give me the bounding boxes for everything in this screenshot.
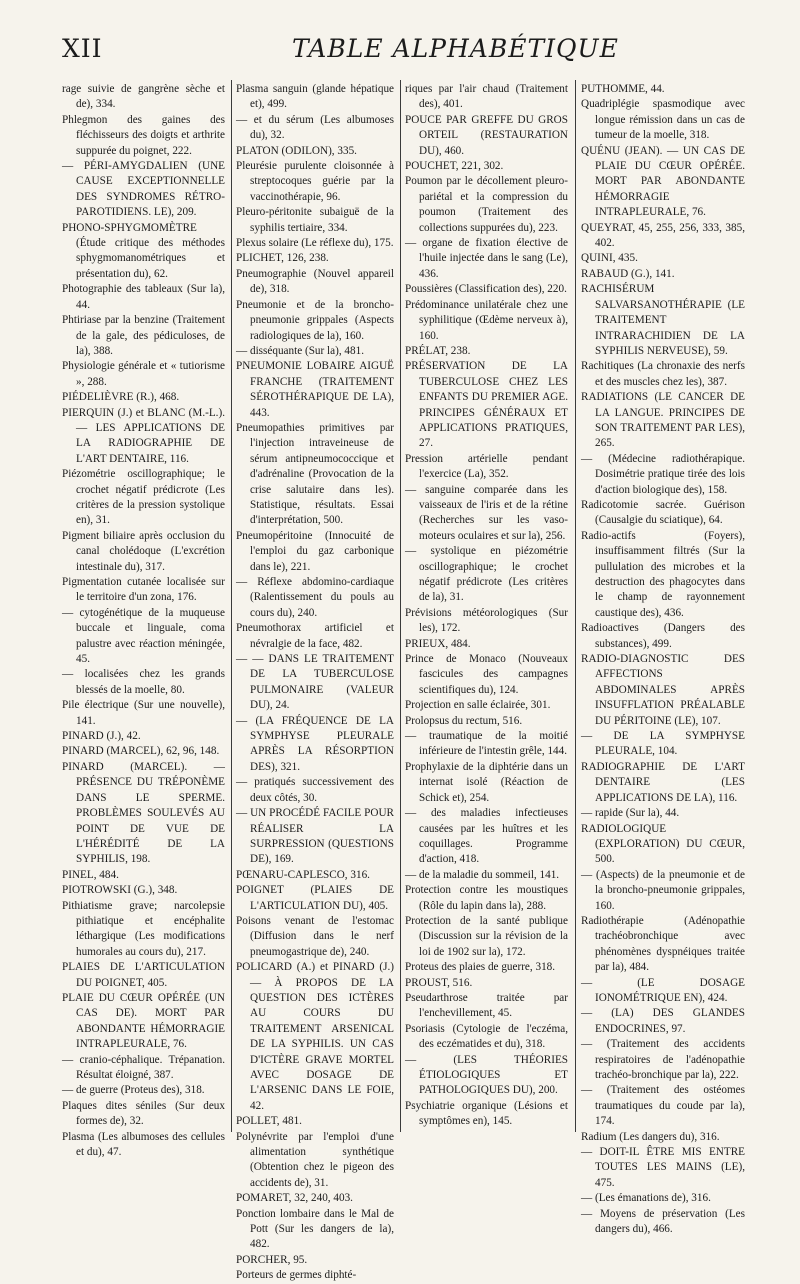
index-entry: Radio-actifs (Foyers), insuffisamment filtrés (Sur la pullulation des microbes et la destruction des phagocytes dans le champ de rayonnement caustique des), 436. — [581, 529, 745, 619]
index-entry: Radioactives (Dangers des substances), 499. — [581, 622, 745, 650]
index-entry: — UN PROCÉDÉ FACILE POUR RÉALISER LA SURPRESSION (QUESTIONS DE), 169. — [236, 807, 394, 866]
index-entry: Pneumopathies primitives par l'injection intraveineuse de sérum antipneumococcique et d'adrénaline (Provocation de la crise salutaire dans les). Statistique, résultats. Essai d'interprétation, 500. — [236, 421, 394, 527]
index-column-3 — [405, 82, 568, 1134]
index-entry: Poisons venant de l'estomac (Diffusion dans le nerf pneumogastrique de), 240. — [236, 914, 394, 958]
index-entry: PINARD (MARCEL), 62, 96, 148. — [62, 745, 220, 758]
index-entry: Ponction lombaire dans le Mal de Pott (Sur les dangers de la), 482. — [236, 1207, 394, 1251]
index-entry: — des maladies infectieuses causées par les huîtres et les coquillages. Programme d'action, 418. — [405, 807, 568, 866]
index-entry: — de guerre (Proteus des), 318. — [62, 1084, 205, 1097]
index-entry: RACHISÉRUM SALVARSANOTHÉRAPIE (LE TRAITEMENT INTRARACHIDIEN DE LA SYPHILIS NERVEUSE), 59. — [581, 283, 745, 357]
index-entry: Poumon par le décollement pleuro-pariétal et la compression du poumon (Traitement des collections suppurées du), 223. — [405, 175, 568, 234]
index-entry: Polynévrite par l'emploi d'une alimentation synthétique (Obtention chez le pigeon des accidents de), 31. — [236, 1130, 394, 1189]
index-entry: Radiothérapie (Adénopathie trachéobronchique avec phénomènes dyspnéiques traitée par la), 484. — [581, 914, 745, 974]
index-entry: Projection en salle éclairée, 301. — [405, 699, 551, 712]
page-number: XII — [62, 34, 103, 63]
index-entry: rage suivie de gangrène sèche et de), 334. — [62, 83, 225, 111]
index-entry: POUCE PAR GREFFE DU GROS ORTEIL (RESTAURATION DU), 460. — [405, 113, 568, 157]
index-entry: — (Médecine radiothérapique. Dosimétrie pratique tirée des lois d'action biologique des), 158. — [581, 452, 745, 496]
index-entry: Quadriplégie spasmodique avec longue rémission dans un cas de tumeur de la moelle, 318. — [581, 98, 745, 142]
index-entry: Porteurs de germes diphté- — [236, 1269, 357, 1282]
index-entry: RADIOGRAPHIE DE L'ART DENTAIRE (LES APPLICATIONS DE LA), 116. — [581, 760, 745, 804]
index-entry: PINARD (J.), 42. — [62, 730, 141, 743]
index-entry: Phlegmon des gaines des fléchisseurs des doigts et arthrite suppurée du poignet, 222. — [62, 113, 225, 157]
index-entry: PIERQUIN (J.) et BLANC (M.-L.). — LES APPLICATIONS DE LA RADIOGRAPHIE DE L'ART DENTAIRE, 116. — [62, 406, 225, 465]
index-entry: RADIATIONS (LE CANCER DE LA LANGUE. PRINCIPES DE SON TRAITEMENT PAR LES), 265. — [581, 391, 745, 450]
index-entry: Physiologie générale et « tutiorisme », 288. — [62, 360, 225, 388]
index-entry: Prince de Monaco (Nouveaux fascicules des campagnes scientifiques du), 124. — [405, 653, 568, 696]
index-entry: PUTHOMME, 44. — [581, 83, 665, 95]
index-entry: — cytogénétique de la muqueuse buccale et linguale, coma palustre avec réaction méningée, 45. — [62, 606, 225, 666]
index-entry: — systolique en piézométrie oscillographique; le crochet négatif prédicrote (Les critères de la), 31. — [405, 545, 568, 604]
index-entry: QUÉNU (JEAN). — UN CAS DE PLAIE DU CŒUR OPÉRÉE. MORT PAR ABONDANTE HÉMORRAGIE INTRAPLEURALE, 76. — [581, 144, 745, 219]
index-entry: Prédominance unilatérale chez une syphilitique (Œdème nerveux à), 160. — [405, 298, 568, 342]
index-column-1 — [62, 82, 225, 1159]
index-entry: Pneumographie (Nouvel appareil de), 318. — [236, 267, 394, 296]
index-entry: Pneumonie et de la broncho-pneumonie grippales (Aspects radiologiques de la), 160. — [236, 298, 394, 342]
index-entry: Pigmentation cutanée localisée sur le territoire d'un zona, 176. — [62, 576, 225, 604]
index-entry: — (Aspects) de la pneumonie et de la broncho-pneumonie grippales, 160. — [581, 868, 745, 912]
index-entry: — sanguine comparée dans les vaisseaux de l'iris et de la rétine (Recherches sur les vaso-moteurs oculaires et sur la), 256. — [405, 483, 568, 542]
index-entry: Psoriasis (Cytologie de l'eczéma, des eczématides et du), 318. — [405, 1022, 568, 1051]
index-entry: PINEL, 484. — [62, 868, 119, 881]
index-entry: Piézométrie oscillographique; le crochet négatif prédicrote (Les critères de la pression systolique en), 31. — [62, 468, 225, 527]
index-entry: — (LA) DES GLANDES ENDOCRINES, 97. — [581, 1007, 745, 1035]
index-entry: Pneumopéritoine (Innocuité de l'emploi du gaz carbonique dans le), 221. — [236, 529, 394, 573]
index-entry: PLAIE DU CŒUR OPÉRÉE (UN CAS DE). MORT PAR ABONDANTE HÉMORRAGIE INTRAPLEURALE, 76. — [62, 991, 225, 1051]
index-entry: RADIOLOGIQUE (EXPLORATION) DU CŒUR, 500. — [581, 822, 745, 866]
index-entry: POIGNET (PLAIES DE L'ARTICULATION DU), 405. — [236, 884, 394, 912]
index-entry: Rachitiques (La chronaxie des nerfs et des muscles chez les), 387. — [581, 360, 745, 388]
index-entry: — localisées chez les grands blessés de la moelle, 80. — [62, 668, 225, 696]
index-entry: — Moyens de préservation (Les dangers du), 466. — [581, 1207, 745, 1236]
index-entry: — cranio-céphalique. Trépanation. Résultat éloigné, 387. — [62, 1053, 225, 1081]
index-entry: Proteus des plaies de guerre, 318. — [405, 961, 556, 974]
index-entry: — (LES THÉORIES ÉTIOLOGIQUES ET PATHOLOGIQUES DU), 200. — [405, 1053, 568, 1097]
running-title: TABLE ALPHABÉTIQUE — [292, 34, 619, 63]
index-entry: PIOTROWSKI (G.), 348. — [62, 884, 178, 897]
index-entry: Prévisions météorologiques (Sur les), 172. — [405, 606, 568, 635]
index-entry: — de la maladie du sommeil, 141. — [405, 868, 560, 881]
index-entry: POUCHET, 221, 302. — [405, 160, 504, 173]
index-entry: — disséquante (Sur la), 481. — [236, 344, 365, 357]
index-entry: — pratiqués successivement des deux côtés, 30. — [236, 776, 394, 804]
index-entry: Prolopsus du rectum, 516. — [405, 714, 523, 727]
index-entry: Pithiatisme grave; narcolepsie pithiatique et encéphalite léthargique (Les modifications humorales au cours du), 217. — [62, 899, 225, 958]
index-entry: Plaques dites séniles (Sur deux formes de), 32. — [62, 1099, 225, 1128]
column-rule — [575, 80, 576, 1132]
index-entry: PLAIES DE L'ARTICULATION DU POIGNET, 405. — [62, 961, 225, 989]
index-entry: riques par l'air chaud (Traitement des), 401. — [405, 83, 568, 111]
index-entry: Photographie des tableaux (Sur la), 44. — [62, 283, 225, 311]
index-entry: PLICHET, 126, 238. — [236, 252, 329, 265]
index-entry: Pression artérielle pendant l'exercice (La), 352. — [405, 452, 568, 481]
index-entry: — DE LA SYMPHYSE PLEURALE, 104. — [581, 730, 745, 758]
index-entry: — organe de fixation élective de l'huile injectée dans le sang (Le), 436. — [405, 237, 568, 280]
index-entry: PINARD (MARCEL). — PRÉSENCE DU TRÉPONÈME DANS LE SPERME. PROBLÈMES SOULEVÉS AU POINT DE VUE DE L'HÉRÉDITÉ DE LA SYPHILIS, 198. — [62, 760, 225, 866]
index-entry: PNEUMONIE LOBAIRE AIGUË FRANCHE (TRAITEMENT SÉROTHÉRAPIQUE DE LA), 443. — [236, 360, 394, 419]
index-entry: PRIEUX, 484. — [405, 637, 471, 650]
index-entry: POMARET, 32, 240, 403. — [236, 1192, 353, 1205]
index-entry: PHONO-SPHYGMOMÈTRE (Étude critique des méthodes sphygmomanométriques et présentation du), 62. — [62, 221, 225, 280]
index-entry: Poussières (Classification des), 220. — [405, 283, 567, 296]
index-entry: Pseudarthrose traitée par l'enchevillement, 45. — [405, 991, 568, 1020]
index-entry: Radium (Les dangers du), 316. — [581, 1130, 720, 1143]
index-entry: — (Les émanations de), 316. — [581, 1192, 711, 1205]
index-entry: — traumatique de la moitié inférieure de l'intestin grêle, 144. — [405, 730, 568, 758]
index-entry: — (Traitement des ostéomes traumatiques du coude par la), 174. — [581, 1084, 745, 1128]
index-entry: PRÉSERVATION DE LA TUBERCULOSE CHEZ LES ENFANTS DU PREMIER AGE. PRINCIPES GÉNÉRAUX ET APPLICATIONS PRATIQUES, 27. — [405, 360, 568, 450]
index-entry: Pleuro-péritonite subaiguë de la syphilis tertiaire, 334. — [236, 206, 394, 234]
index-entry: RADIO-DIAGNOSTIC DES AFFECTIONS ABDOMINALES APRÈS INSUFFLATION PRÉALABLE DU PÉRITOINE (LE), 107. — [581, 653, 745, 727]
index-entry: Protection de la santé publique (Discussion sur la révision de la loi de 1902 sur la), 172. — [405, 914, 568, 958]
index-entry: Prophylaxie de la diphtérie dans un internat isolé (Réaction de Schick et), 254. — [405, 760, 568, 804]
index-entry: PLATON (ODILON), 335. — [236, 144, 357, 157]
index-entry: — PÉRI-AMYGDALIEN (UNE CAUSE EXCEPTIONNELLE DES SYNDROMES RÉTRO-PAROTIDIENS. LE), 209. — [62, 160, 225, 219]
index-entry: Protection contre les moustiques (Rôle du lapin dans la), 288. — [405, 884, 568, 912]
index-entry: — (Traitement des accidents respiratoires de l'adénopathie trachéo-bronchique par la), 222. — [581, 1038, 745, 1081]
index-entry: Pigment biliaire après occlusion du canal cholédoque (L'excrétion intestinale du), 317. — [62, 529, 225, 573]
index-entry: Phtiriase par la benzine (Traitement de la gale, des pédiculoses, de la), 388. — [62, 314, 225, 357]
index-entry: PIÉDELIÈVRE (R.), 468. — [62, 391, 180, 404]
index-column-4 — [581, 82, 745, 1236]
index-entry: Radicotomie sacrée. Guérison (Causalgie du sciatique), 64. — [581, 498, 745, 527]
index-entry: QUINI, 435. — [581, 252, 638, 265]
index-entry: Psychiatrie organique (Lésions et symptômes en), 145. — [405, 1099, 568, 1128]
index-entry: Pleurésie purulente cloisonnée à streptocoques guérie par la vaccinothérapie, 96. — [236, 160, 394, 203]
index-entry: POLICARD (A.) et PINARD (J.) — À PROPOS DE LA QUESTION DES ICTÈRES AU COURS DU TRAITEMENT ARSENICAL DE LA SYPHILIS. UN CAS D'ICTÈRE GRAVE MORTEL AVEC DOSAGE DE L'ARSENIC DANS LE FOIE, 42. — [236, 961, 394, 1112]
index-entry: Pneumothorax artificiel et névralgie de la face, 482. — [236, 622, 394, 650]
index-entry: RABAUD (G.), 141. — [581, 267, 675, 280]
column-rule — [231, 80, 232, 1132]
index-entry: — et du sérum (Les albumoses du), 32. — [236, 113, 394, 142]
index-entry: Pile électrique (Sur une nouvelle), 141. — [62, 699, 225, 727]
index-entry: — (LA FRÉQUENCE DE LA SYMPHYSE PLEURALE APRÈS LA RÉSORPTION DES), 321. — [236, 714, 394, 773]
index-entry: POLLET, 481. — [236, 1115, 302, 1128]
index-entry: Plexus solaire (Le réflexe du), 175. — [236, 237, 394, 250]
index-column-2 — [236, 82, 394, 1282]
index-entry: — (LE DOSAGE IONOMÉTRIQUE EN), 424. — [581, 976, 745, 1004]
column-rule — [400, 80, 401, 1132]
index-entry: PRÉLAT, 238. — [405, 344, 471, 357]
index-entry: PORCHER, 95. — [236, 1253, 308, 1266]
index-entry: QUEYRAT, 45, 255, 256, 333, 385, 402. — [581, 221, 745, 250]
index-entry: PŒNARU-CAPLESCO, 316. — [236, 868, 370, 881]
index-entry: — Réflexe abdomino-cardiaque (Ralentissement du pouls au cours du), 240. — [236, 576, 394, 619]
index-entry: — rapide (Sur la), 44. — [581, 807, 680, 820]
index-entry: PROUST, 516. — [405, 976, 473, 989]
index-entry: Plasma sanguin (glande hépatique et), 499. — [236, 83, 394, 111]
index-entry: — — DANS LE TRAITEMENT DE LA TUBERCULOSE PULMONAIRE (VALEUR DU), 24. — [236, 653, 394, 712]
index-entry: Plasma (Les albumoses des cellules et du), 47. — [62, 1130, 225, 1159]
page-header — [58, 30, 758, 70]
index-entry: — DOIT-IL ÊTRE MIS ENTRE TOUTES LES MAINS (LE), 475. — [581, 1146, 745, 1189]
